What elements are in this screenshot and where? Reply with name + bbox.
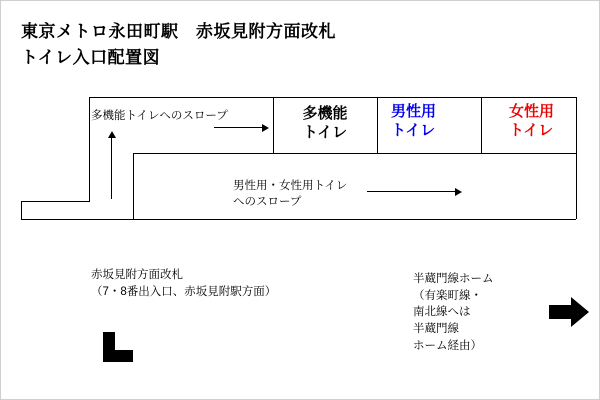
wall-top — [89, 97, 576, 98]
room-label-womens-line1: 女性用 — [509, 103, 555, 120]
wall-corridor-bottom — [21, 219, 576, 220]
wall-multipurpose-right — [377, 97, 378, 154]
wall-left — [21, 201, 22, 220]
page-title-line-1: 東京メトロ永田町駅 赤坂見附方面改札 — [21, 22, 336, 41]
wall-slope-corridor-left — [133, 153, 134, 219]
room-label-mens-line2: トイレ — [391, 121, 436, 139]
arrow-right-icon — [547, 295, 591, 329]
wall-left-step — [21, 201, 89, 202]
annotation-slope-mens-womens-line1: 男性用・女性用トイレ — [233, 180, 348, 192]
caption-left-line1: 赤坂見附方面改札 — [91, 269, 183, 281]
caption-left-line2: （7・8番出入口、赤坂見附駅方面） — [91, 285, 277, 298]
annotation-slope-mens-womens-arrow-head — [455, 188, 462, 196]
page-title-line-2: トイレ入口配置図 — [21, 48, 161, 67]
wall-multipurpose-left — [273, 97, 274, 154]
room-label-multipurpose-line2: トイレ — [302, 123, 348, 141]
annotation-slope-multipurpose-arrow-line — [214, 127, 262, 128]
room-label-multipurpose — [281, 105, 369, 143]
room-label-womens-line2: トイレ — [509, 121, 554, 139]
caption-right-line1: 半蔵門線ホーム — [413, 273, 494, 285]
room-label-mens — [391, 103, 471, 141]
wall-mens-right — [481, 97, 482, 154]
caption-right-line3: 南北線へは — [413, 306, 471, 319]
caption-right-line4: 半蔵門線 — [413, 323, 459, 336]
annotation-slope-multipurpose: 多機能トイレへのスロープ — [91, 110, 228, 122]
annotation-slope-mens-womens — [233, 179, 347, 210]
room-label-mens-line1: 男性用 — [391, 103, 437, 120]
room-label-womens — [509, 103, 589, 141]
caption-right-line2: （有楽町線・ — [413, 289, 482, 302]
wall-toilet-bottom — [273, 153, 576, 154]
corridor-up-arrow-line — [111, 137, 112, 199]
caption-right-line5: ホーム経由） — [413, 339, 482, 352]
floorplan — [1, 1, 600, 241]
caption-left-gate — [91, 267, 276, 300]
annotation-slope-multipurpose-arrow-head — [262, 124, 269, 132]
annotation-slope-mens-womens-arrow-line — [367, 191, 455, 192]
corridor-up-arrow-head — [108, 131, 116, 138]
wall-left-step-riser — [89, 97, 90, 202]
wall-slope-corridor-top — [133, 153, 273, 154]
room-label-multipurpose-line1: 多機能 — [302, 105, 348, 122]
arrow-down-left-icon — [93, 319, 147, 365]
annotation-slope-mens-womens-line2: へのスロープ — [233, 195, 302, 208]
caption-right-platform — [413, 271, 494, 354]
